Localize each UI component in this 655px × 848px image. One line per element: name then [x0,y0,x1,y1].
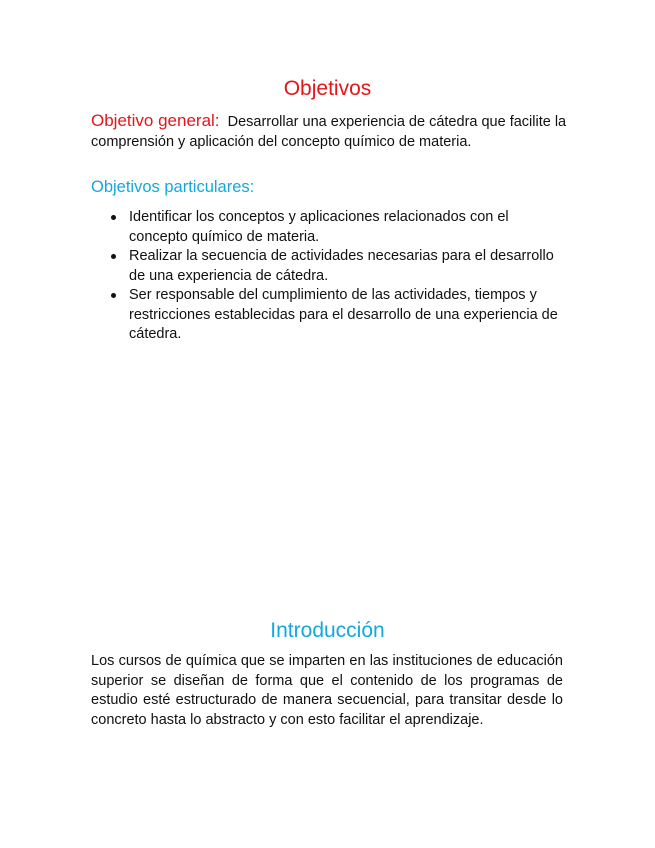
bullet-icon [111,293,116,298]
list-item [91,247,561,286]
objetivo-general-label: Objetivo general: [91,111,220,130]
objetivo-general [91,111,571,152]
objetivo-general-text: Desarrollar una experiencia de cátedra que facilite la comprensión y aplicación del concepto químico de materia. [91,114,567,150]
objetivos-title: Objetivos [283,77,372,100]
list-item-text: Identificar los conceptos y aplicaciones relacionados con el concepto químico de materia. [129,209,509,245]
bullet-icon [111,215,116,220]
objetivos-particulares-list [91,208,561,345]
introduccion-paragraph: Los cursos de química que se imparten en las instituciones de educación superior se diseñan de forma que el contenido de los programas de estudio esté estructurado de manera secuencial, para transitar desde lo concreto hasta lo abstracto y con esto facilitar el aprendizaje. [91,653,563,728]
objetivos-particulares-label: Objetivos particulares: [91,178,255,196]
list-item [91,208,561,247]
list-item-text: Ser responsable del cumplimiento de las actividades, tiempos y restricciones establecidas para el desarrollo de una experiencia de cátedra. [129,287,558,342]
bullet-icon [111,254,116,259]
list-item [91,286,561,345]
introduccion-title: Introducción [270,619,385,642]
list-item-text: Realizar la secuencia de actividades necesarias para el desarrollo de una experiencia de cátedra. [129,248,554,284]
